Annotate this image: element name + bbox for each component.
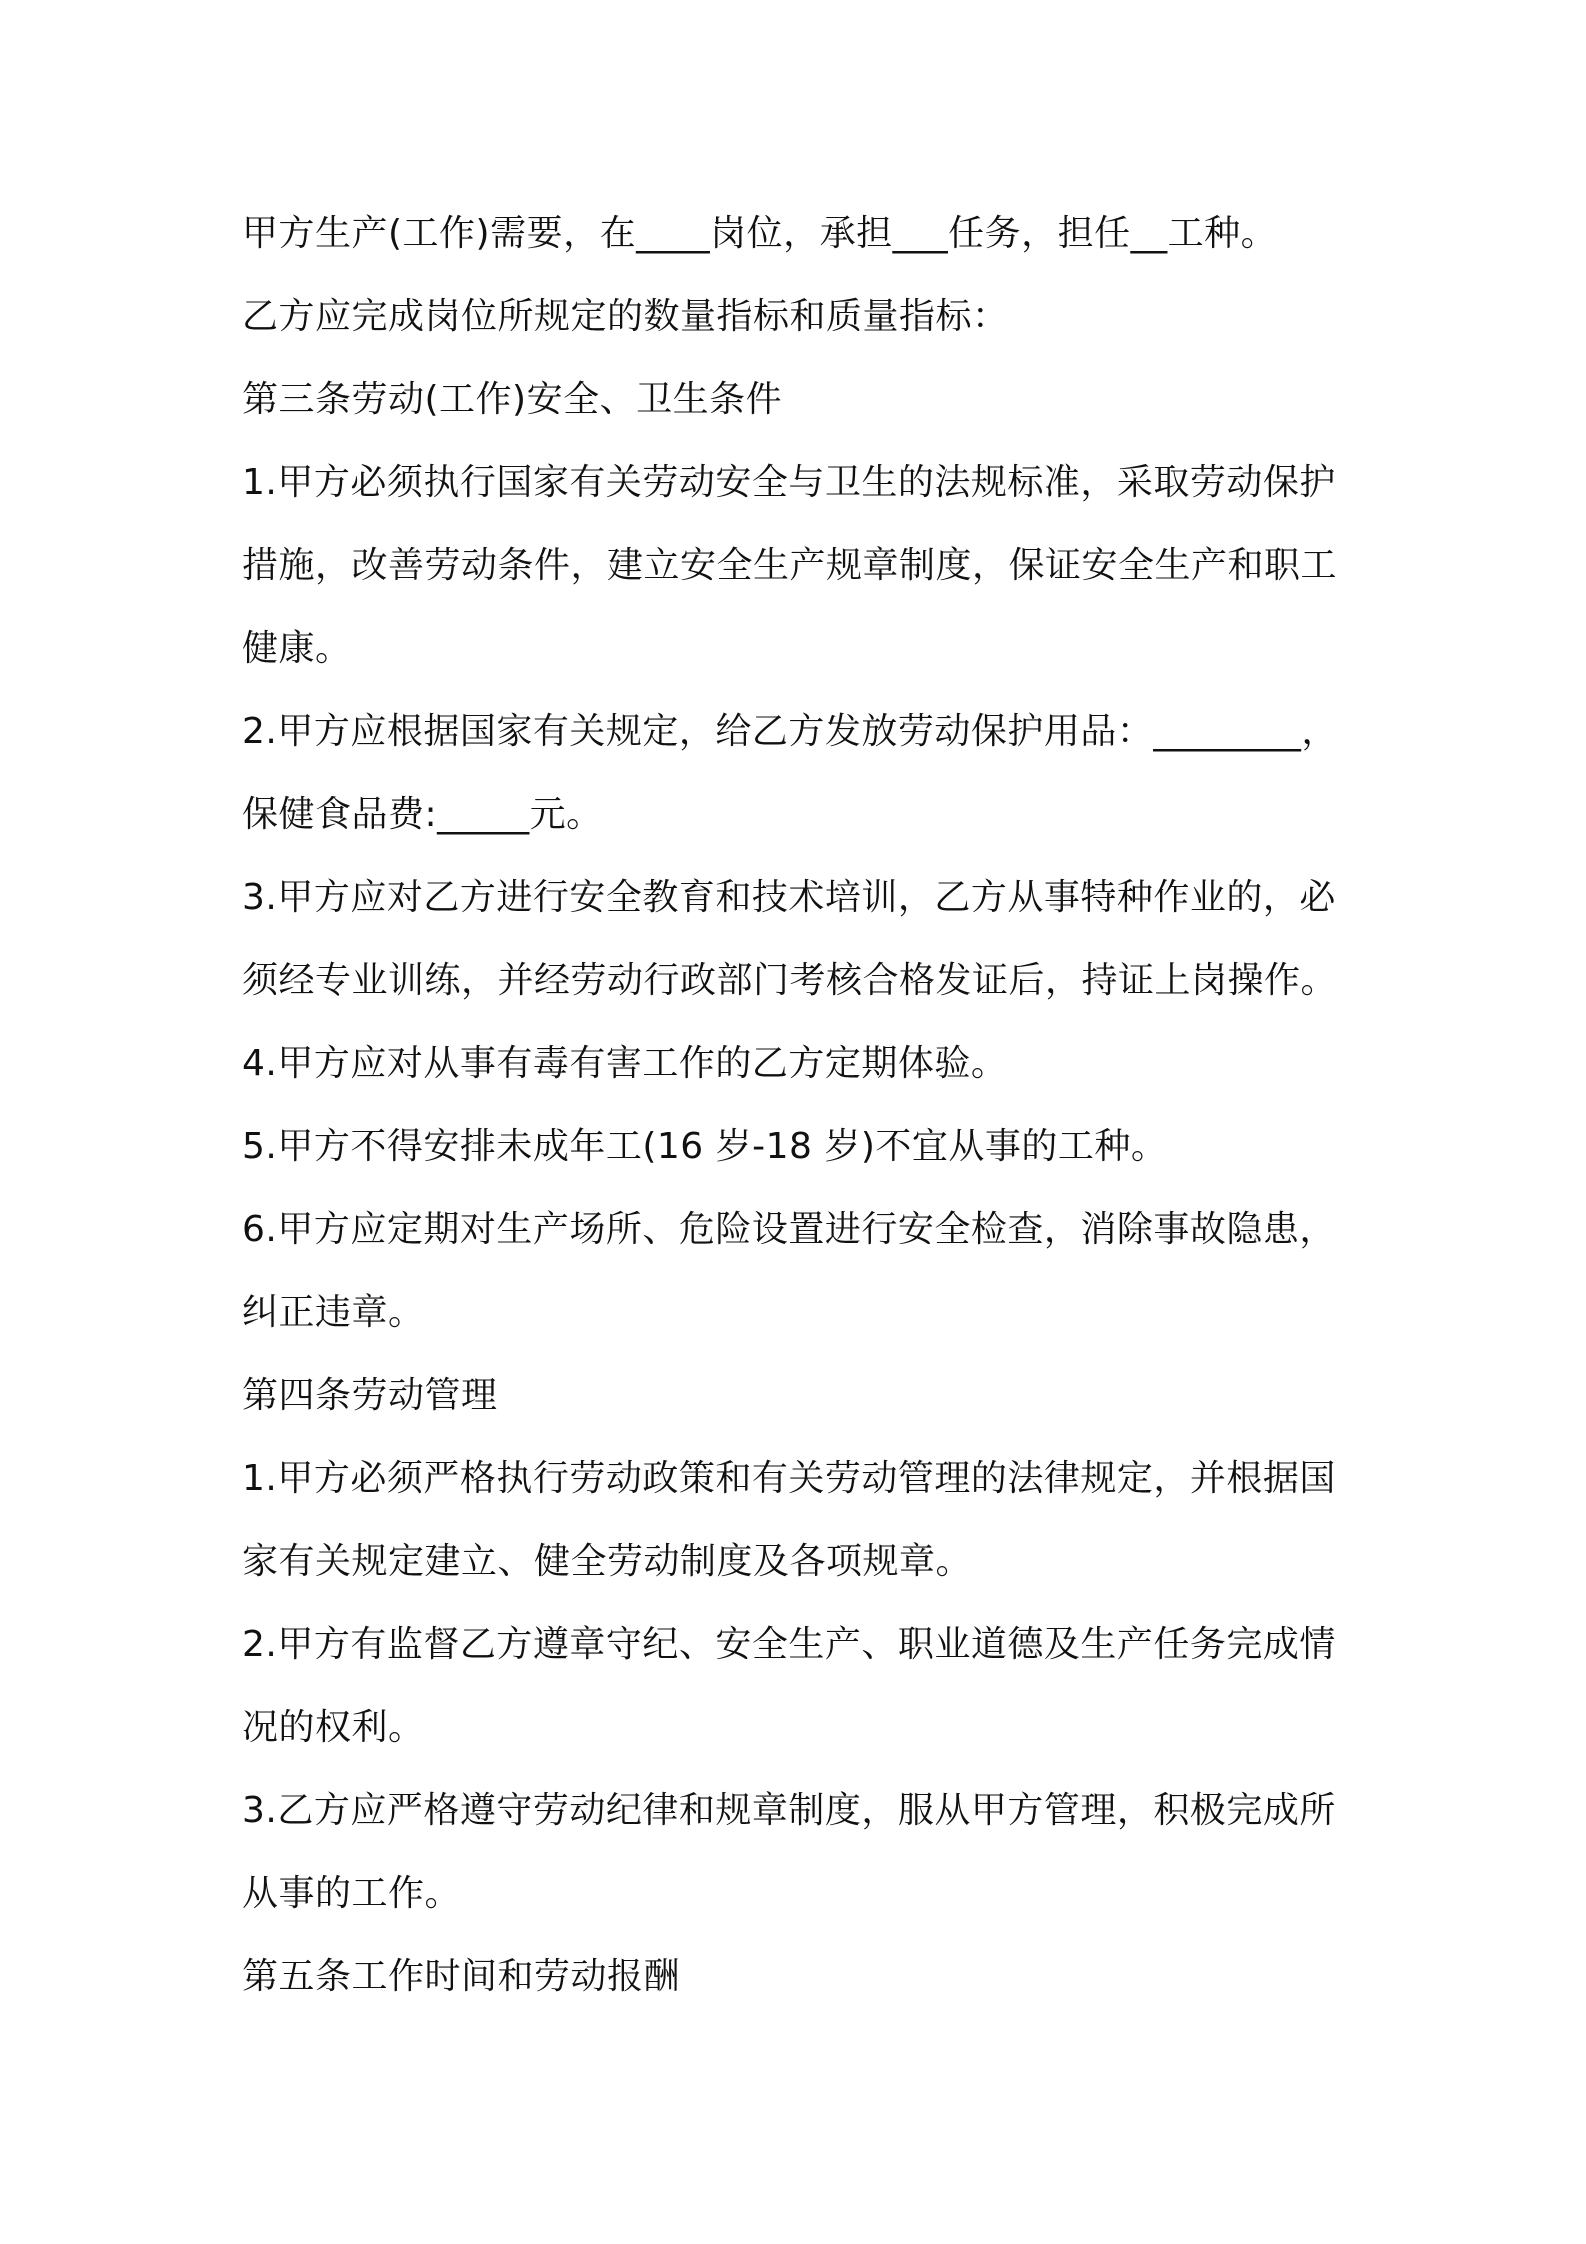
paragraph-line: 5.甲方不得安排未成年工(16 岁-18 岁)不宜从事的工种。 — [242, 1126, 1168, 1167]
paragraph-line: 况的权利。 — [242, 1707, 425, 1748]
paragraph-line: 从事的工作。 — [242, 1873, 462, 1914]
section-heading: 第四条劳动管理 — [242, 1375, 498, 1416]
paragraph-line: 1.甲方必须执行国家有关劳动安全与卫生的法规标准，采取劳动保护 — [242, 462, 1336, 503]
paragraph-line: 2.甲方有监督乙方遵章守纪、安全生产、职业道德及生产任务完成情 — [242, 1624, 1336, 1665]
paragraph-line: 6.甲方应定期对生产场所、危险设置进行安全检查，消除事故隐患， — [242, 1209, 1336, 1250]
paragraph-line: 家有关规定建立、健全劳动制度及各项规章。 — [242, 1541, 973, 1582]
paragraph-line: 乙方应完成岗位所规定的数量指标和质量指标： — [242, 296, 1009, 337]
paragraph-line: 纠正违章。 — [242, 1292, 425, 1333]
section-heading: 第五条工作时间和劳动报酬 — [242, 1956, 681, 1997]
paragraph-line: 2.甲方应根据国家有关规定，给乙方发放劳动保护用品：________， — [242, 711, 1338, 752]
paragraph-line: 1.甲方必须严格执行劳动政策和有关劳动管理的法律规定，并根据国 — [242, 1458, 1336, 1499]
document-body — [242, 192, 1357, 2018]
paragraph-line: 保健食品费:_____元。 — [242, 794, 603, 835]
paragraph-line: 健康。 — [242, 628, 352, 669]
paragraph-line: 4.甲方应对从事有毒有害工作的乙方定期体验。 — [242, 1043, 1008, 1084]
paragraph-line: 须经专业训练，并经劳动行政部门考核合格发证后，持证上岗操作。 — [242, 960, 1338, 1001]
paragraph-line: 措施，改善劳动条件，建立安全生产规章制度，保证安全生产和职工 — [242, 545, 1338, 586]
paragraph-line: 3.甲方应对乙方进行安全教育和技术培训，乙方从事特种作业的，必 — [242, 877, 1336, 918]
paragraph-line: 3.乙方应严格遵守劳动纪律和规章制度，服从甲方管理，积极完成所 — [242, 1790, 1336, 1831]
paragraph-line: 甲方生产(工作)需要，在____岗位，承担___任务，担任__工种。 — [242, 213, 1278, 254]
section-heading: 第三条劳动(工作)安全、卫生条件 — [242, 379, 783, 420]
